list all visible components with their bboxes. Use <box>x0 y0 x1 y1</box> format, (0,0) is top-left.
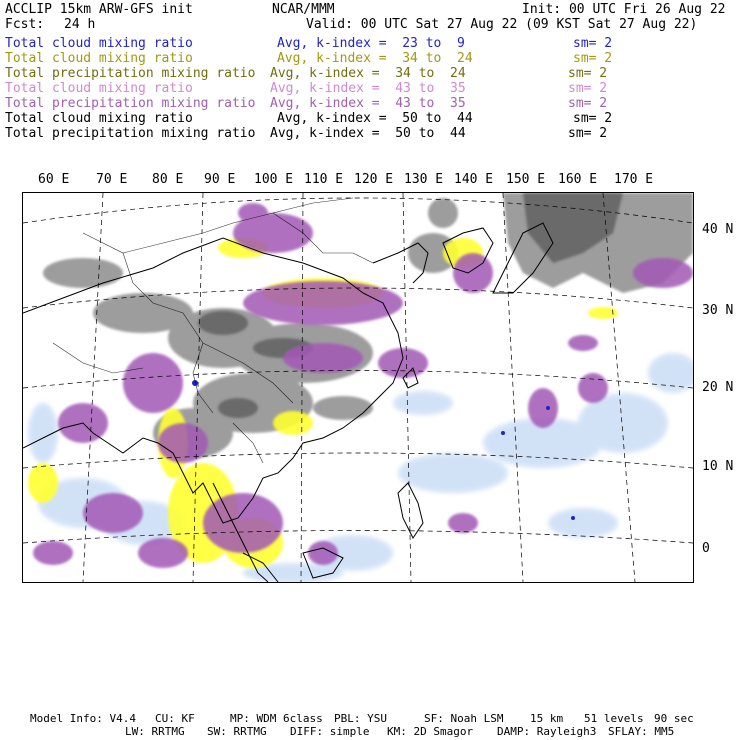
lon-label: 150 E <box>506 172 546 187</box>
lon-label: 100 E <box>254 172 294 187</box>
field-smooth: sm= 2 <box>568 66 608 81</box>
field-name: Total cloud mixing ratio <box>5 81 193 96</box>
lon-label: 160 E <box>558 172 598 187</box>
footer-damp: DAMP: Rayleigh3 <box>497 725 597 738</box>
lon-label: 110 E <box>304 172 344 187</box>
lat-label: 10 N <box>702 459 734 474</box>
field-name: Total cloud mixing ratio <box>5 111 193 126</box>
field-avg: Avg, k-index = 50 to 44 <box>277 111 473 126</box>
field-name: Total cloud mixing ratio <box>5 36 193 51</box>
lon-label: 140 E <box>454 172 494 187</box>
footer-timestep: 90 sec <box>654 712 694 725</box>
lat-label: 40 N <box>702 222 734 237</box>
lon-label: 130 E <box>404 172 444 187</box>
lon-label: 60 E <box>38 172 70 187</box>
forecast-hour: 24 h <box>64 17 96 32</box>
field-smooth: sm= 2 <box>568 96 608 111</box>
footer-cu: CU: KF <box>155 712 195 725</box>
footer-km: KM: 2D Smagor <box>387 725 474 738</box>
footer-levels: 51 levels <box>584 712 644 725</box>
lon-label: 120 E <box>354 172 394 187</box>
field-smooth: sm= 2 <box>573 36 613 51</box>
field-smooth: sm= 2 <box>568 126 608 141</box>
field-avg: Avg, k-index = 50 to 44 <box>270 126 466 141</box>
lon-label: 90 E <box>204 172 236 187</box>
lon-label: 80 E <box>152 172 184 187</box>
field-avg: Avg, k-index = 34 to 24 <box>270 66 466 81</box>
field-avg: Avg, k-index = 34 to 24 <box>277 51 473 66</box>
valid-time: Valid: 00 UTC Sat 27 Aug 22 (09 KST Sat 27 Aug 22) <box>306 17 698 32</box>
field-name: Total cloud mixing ratio <box>5 51 193 66</box>
lon-label: 170 E <box>614 172 654 187</box>
lat-label: 0 <box>702 541 710 556</box>
lat-label: 20 N <box>702 380 734 395</box>
footer-resolution: 15 km <box>530 712 564 725</box>
map-panel <box>22 192 694 583</box>
forecast-label: Fcst: <box>5 17 45 32</box>
footer-diff: DIFF: simple <box>290 725 370 738</box>
field-name: Total precipitation mixing ratio <box>5 126 256 141</box>
field-smooth: sm= 2 <box>573 51 613 66</box>
field-avg: Avg, k-index = 23 to 9 <box>277 36 465 51</box>
footer-model-info: Model Info: V4.4 <box>30 712 136 725</box>
map-canvas <box>23 193 693 582</box>
field-avg: Avg, k-index = 43 to 35 <box>270 81 466 96</box>
field-avg: Avg, k-index = 43 to 35 <box>270 96 466 111</box>
footer-sw: SW: RRTMG <box>207 725 267 738</box>
footer-lw: LW: RRTMG <box>125 725 185 738</box>
lon-label: 70 E <box>96 172 128 187</box>
lat-label: 30 N <box>702 303 734 318</box>
agency-label: NCAR/MMM <box>272 2 335 17</box>
field-name: Total precipitation mixing ratio <box>5 66 256 81</box>
footer-sf: SF: Noah LSM <box>424 712 504 725</box>
footer-mp: MP: WDM 6class <box>230 712 323 725</box>
field-name: Total precipitation mixing ratio <box>5 96 256 111</box>
init-time: Init: 00 UTC Fri 26 Aug 22 <box>522 2 726 17</box>
footer-sflay: SFLAY: MM5 <box>608 725 675 738</box>
field-smooth: sm= 2 <box>568 81 608 96</box>
footer-pbl: PBL: YSU <box>334 712 387 725</box>
model-title: ACCLIP 15km ARW-GFS init <box>5 2 193 17</box>
field-smooth: sm= 2 <box>573 111 613 126</box>
